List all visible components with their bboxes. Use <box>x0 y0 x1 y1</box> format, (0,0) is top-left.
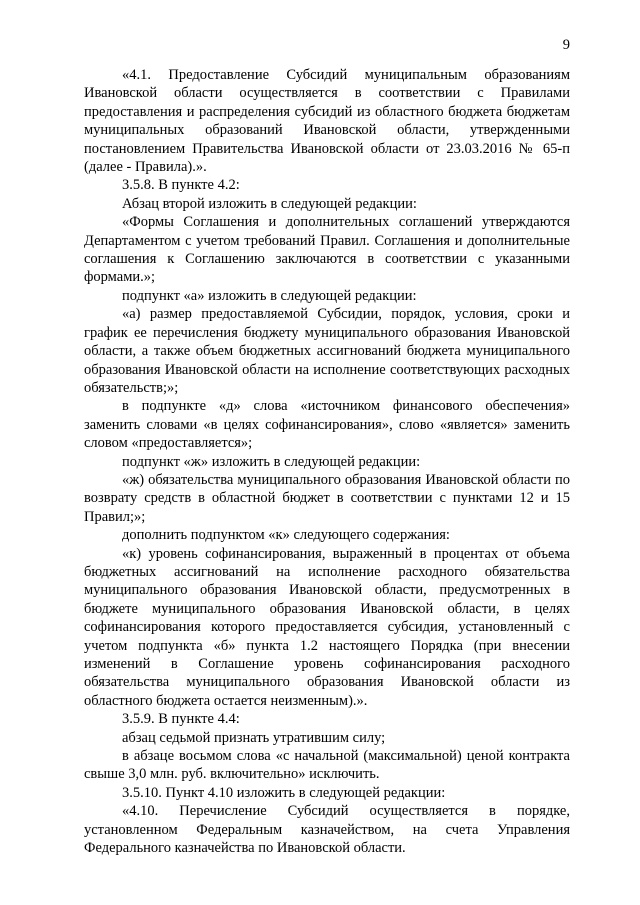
paragraph-3-5-9: 3.5.9. В пункте 4.4: <box>122 711 240 728</box>
paragraph-4-10-quote: «4.10. Перечисление Субсидий осуществляется в порядке, установленном Федеральным казначейством, на счета Управления Федерального казначейства по Ивановской области. <box>84 803 570 857</box>
paragraph-abzac-sedmoy: абзац седьмой признать утратившим силу; <box>122 729 386 746</box>
paragraph-abzac-vtoroy: Абзац второй изложить в следующей редакции: <box>122 195 417 212</box>
paragraph-formy-soglasheniya: «Формы Соглашения и дополнительных соглашений утверждаются Департаментом с учетом требований Правил. Соглашения и дополнительные соглашения к Соглашению заключаются в соответствии с указанными формами.»; <box>84 214 570 286</box>
paragraph-3-5-8: 3.5.8. В пункте 4.2: <box>122 177 240 194</box>
paragraph-zh-obyazatelstva: «ж) обязательства муниципального образования Ивановской области по возврату средств в областной бюджет в соответствии с пунктами 12 и 15 Правил;»; <box>84 471 570 525</box>
paragraph-podpunkt-d: в подпункте «д» слова «источником финансового обеспечения» заменить словами «в целях софинансирования», слово «является» заменить словом «предоставляется»; <box>84 398 570 452</box>
paragraph-podpunkt-a: подпункт «а» изложить в следующей редакции: <box>122 287 417 304</box>
paragraph-4-1-quote: «4.1. Предоставление Субсидий муниципальным образованиям Ивановской области осуществляется в соответствии с Правилами предоставления и распределения субсидий из областного бюджета бюджетам муниципальных образований Ивановской области, утвержденными постановлением Правительства Ивановской области от 23.03.2016 № 65-п (далее - Правила).». <box>84 67 570 176</box>
paragraph-podpunkt-zh: подпункт «ж» изложить в следующей редакции: <box>122 453 421 470</box>
paragraph-a-razmer: «а) размер предоставляемой Субсидии, порядок, условия, сроки и график ее перечисления бюджету муниципального образования Ивановской области, а также объем бюджетных ассигнований бюджета муниципального образования Ивановской области на исполнение соответствующих расходных обязательств;»; <box>84 306 570 396</box>
paragraph-k-uroven: «к) уровень софинансирования, выраженный в процентах от объема бюджетных ассигнований на исполнение расходного обязательства муниципального образования Ивановской области, предусмотренных в бюджете муниципального образования Ивановской области, в целях софинансирования которого предоставляется субсидия, установленный с учетом подпункта «б» пункта 1.2 настоящего Порядка (при внесении изменений в Соглашение уровень софинансирования расходного обязательства муниципального образования Ивановской области из областного бюджета остается неизменным).». <box>84 545 570 709</box>
page-number: 9 <box>562 37 570 53</box>
document-body <box>84 66 570 857</box>
paragraph-3-5-10: 3.5.10. Пункт 4.10 изложить в следующей редакции: <box>122 784 446 801</box>
paragraph-dopolnit-k: дополнить подпунктом «к» следующего содержания: <box>122 527 450 544</box>
paragraph-abzac-vosmoy: в абзаце восьмом слова «с начальной (максимальной) ценой контракта свыше 3,0 млн. руб. включительно» исключить. <box>84 748 570 783</box>
